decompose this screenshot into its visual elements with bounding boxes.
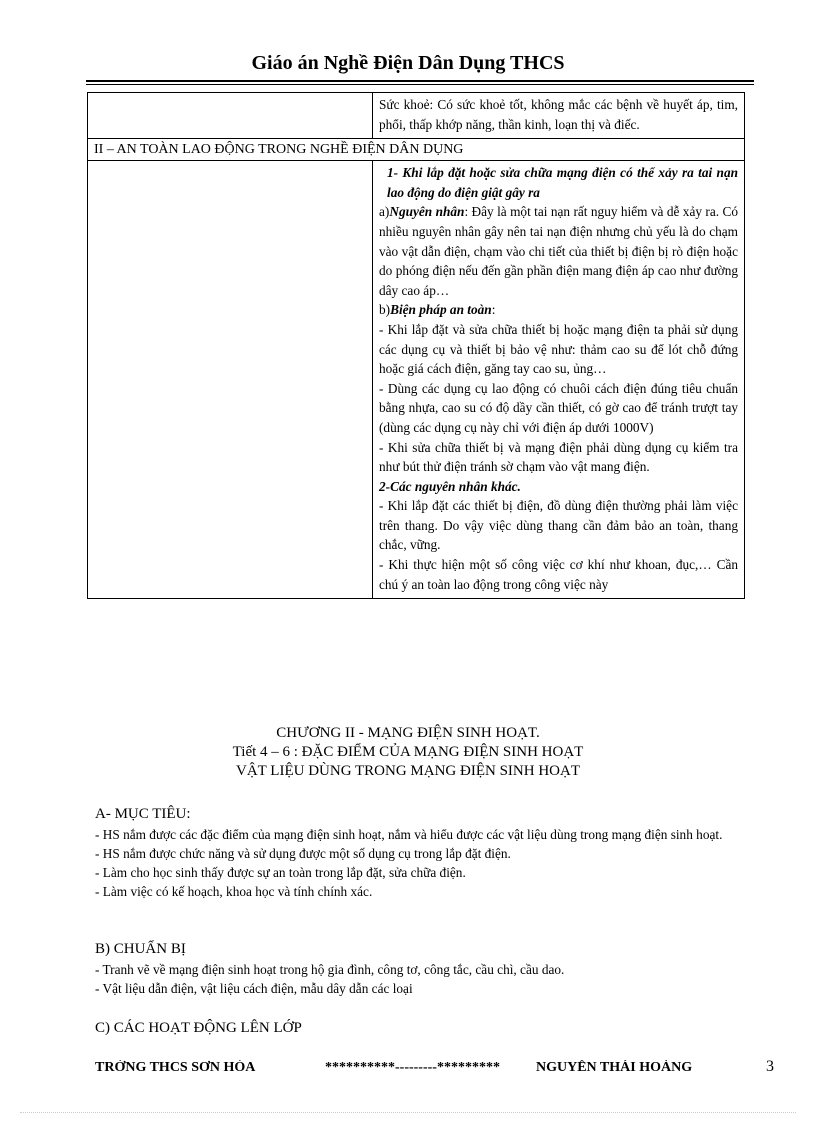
lesson-title: Tiết 4 – 6 : ĐẶC ĐIỂM CỦA MẠNG ĐIỆN SINH HOẠT — [232, 744, 584, 760]
objective-item: - Làm cho học sinh thấy được sự an toàn trong lắp đặt, sửa chữa điện. — [95, 865, 466, 880]
table-cell-left — [88, 161, 373, 598]
objectives-heading: A- MỤC TIÊU: — [95, 806, 191, 822]
health-requirement-text: Sức khoẻ: Có sức khoẻ tốt, không mắc các bệnh về huyết áp, tim, phổi, thấp khớp năng, thần kinh, loạn thị và điếc. — [379, 97, 738, 132]
item-1-title: 1- Khi lắp đặt hoặc sửa chữa mạng điện có thể xảy ra tai nạn lao động do điện giật gây ra — [387, 165, 738, 200]
table-cell-left — [88, 93, 373, 138]
section-objectives — [95, 804, 755, 901]
page-header-title: Giáo án Nghề Điện Dân Dụng THCS — [251, 52, 565, 74]
footer-separator: **********---------********* — [325, 1060, 500, 1075]
objective-item: - HS nắm được chức năng và sử dụng được một số dụng cụ trong lắp đặt điện. — [95, 846, 511, 861]
other-cause-item: - Khi lắp đặt các thiết bị điện, đồ dùng điện thường phải làm việc trên thang. Do vậy việc dùng thang cần đảm bảo an toàn, thang chắc, vững. — [379, 498, 738, 553]
page-number: 3 — [766, 1058, 774, 1075]
chapter-title: CHƯƠNG II - MẠNG ĐIỆN SINH HOẠT. — [276, 725, 540, 741]
measure-item: - Khi sửa chữa thiết bị và mạng điện phải dùng dụng cụ kiểm tra như bút thử điện tránh sờ chạm vào vật mang điện. — [379, 439, 738, 475]
lesson-table — [87, 92, 745, 599]
cause-text: : Đây là một tai nạn rất nguy hiểm và dễ xảy ra. Có nhiều nguyên nhân gây nên tai nạn điện nhưng chủ yếu là do chạm vào vật dẫn điện, chạm vào chi tiết của thiết bị điện bị rò điện hoặc do phóng điện nếu đến gần phần điện mang điện áp cao như đường dây cao áp… — [379, 204, 738, 298]
other-cause-item: - Khi thực hiện một số công việc cơ khí như khoan, đục,… Cần chú ý an toàn lao động trong công việc này — [379, 557, 738, 592]
measures-label: Biện pháp an toàn — [390, 302, 492, 318]
objective-item: - Làm việc có kế hoạch, khoa học và tính chính xác. — [95, 884, 373, 899]
table-row — [88, 161, 744, 598]
table-cell-right — [373, 161, 744, 598]
header-rule-thin — [86, 84, 754, 85]
measure-item: - Khi lắp đặt và sửa chữa thiết bị hoặc mạng điện ta phải sử dụng các dụng cụ và thiết bị bảo vệ như: thảm cao su để lót chỗ đứng hoặc giá cách điện, găng tay cao su, ủng… — [379, 321, 738, 377]
cause-prefix: a) — [379, 204, 390, 220]
cause-label: Nguyên nhân — [389, 204, 465, 220]
measures-suffix: : — [491, 302, 496, 318]
safety-measures-heading — [379, 300, 738, 320]
lesson-subtitle: VẬT LIỆU DÙNG TRONG MẠNG ĐIỆN SINH HOẠT — [235, 763, 580, 779]
preparation-item: - Vật liệu dẫn điện, vật liệu cách điện, mẫu dây dẫn các loại — [95, 981, 413, 996]
measure-item: - Dùng các dụng cụ lao động có chuôi cách điện đúng tiêu chuẩn bằng nhựa, cao su có độ dầy cần thiết, có gờ cao để tránh trượt tay (dùng các dụng cụ này chỉ với điện áp dưới 1000V) — [379, 380, 738, 435]
table-row — [88, 93, 744, 139]
footer-author: NGUYỄN THÁI HOÀNG — [536, 1060, 693, 1075]
preparation-heading: B) CHUẨN BỊ — [95, 941, 186, 957]
table-row — [88, 139, 744, 161]
section-activities — [95, 1018, 755, 1039]
cause-paragraph — [379, 202, 738, 300]
activities-heading: C) CÁC HOẠT ĐỘNG LÊN LỚP — [95, 1020, 302, 1036]
chapter-title-block — [0, 724, 816, 781]
header-rule — [86, 80, 754, 82]
section-heading-safety: II – AN TOÀN LAO ĐỘNG TRONG NGHỀ ĐIỆN DÂN DỤNG — [94, 142, 464, 158]
measures-prefix: b) — [379, 302, 391, 318]
page-footer — [95, 1060, 785, 1080]
page-bottom-divider — [20, 1112, 796, 1113]
footer-school: TRỜNG THCS SƠN HÓA — [95, 1060, 256, 1075]
preparation-item: - Tranh vẽ về mạng điện sinh hoạt trong hộ gia đình, công tơ, công tắc, cầu chì, cầu dao. — [95, 962, 565, 977]
table-cell-right — [373, 93, 744, 138]
section-preparation — [95, 939, 755, 998]
item-2-title: 2-Các nguyên nhân khác. — [379, 478, 521, 494]
objective-item: - HS nắm được các đặc điểm của mạng điện sinh hoạt, nắm và hiểu được các vật liệu dùng trong mạng điện sinh hoạt. — [95, 827, 723, 842]
